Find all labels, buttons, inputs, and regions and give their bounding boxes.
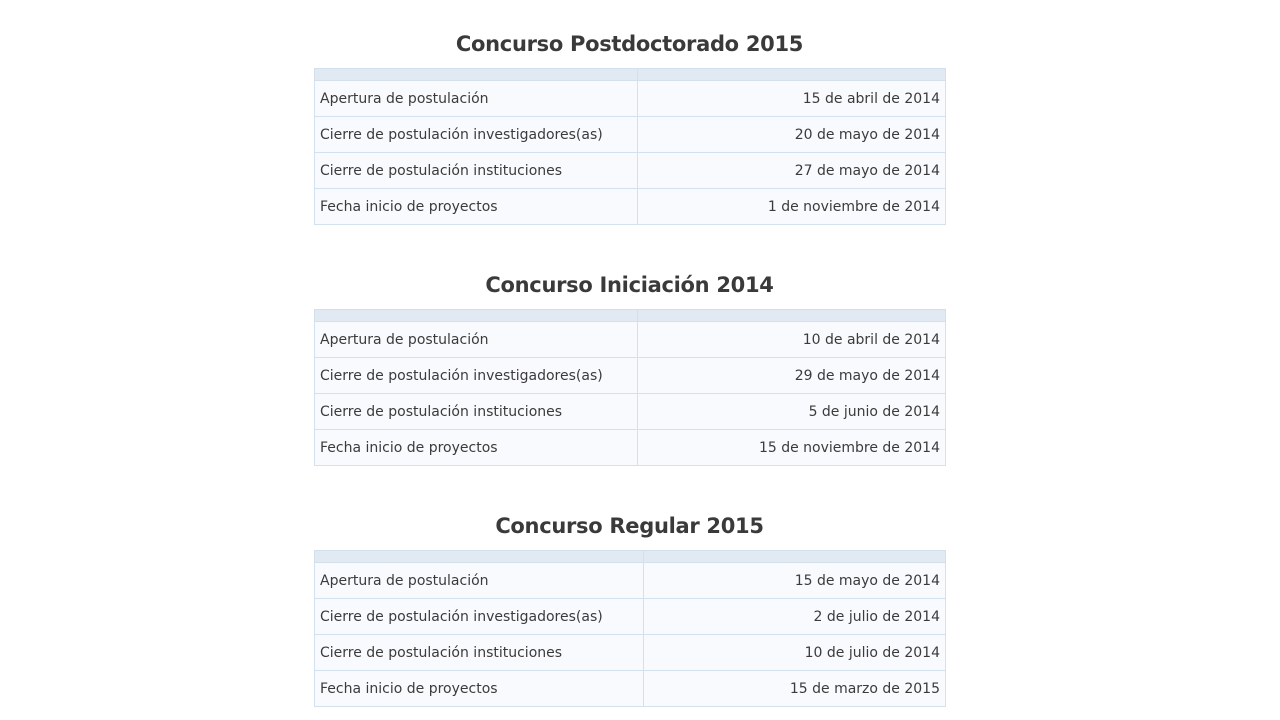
section-postdoctorado	[314, 29, 945, 215]
section-title: Concurso Iniciación 2014	[485, 273, 774, 297]
schedule-table	[314, 68, 946, 225]
section-title: Concurso Regular 2015	[495, 514, 764, 538]
table-header-cell	[315, 69, 638, 81]
row-date: 5 de junio de 2014	[638, 394, 946, 430]
table-header-cell	[315, 551, 644, 563]
table-header-cell	[315, 310, 638, 322]
row-date: 10 de julio de 2014	[644, 635, 946, 671]
row-date: 20 de mayo de 2014	[638, 117, 946, 153]
row-date: 1 de noviembre de 2014	[638, 189, 946, 225]
table-header-cell	[638, 69, 946, 81]
table-row	[315, 81, 946, 117]
table-row	[315, 358, 946, 394]
table-row	[315, 430, 946, 466]
table-row	[315, 394, 946, 430]
table-row	[315, 153, 946, 189]
table-row	[315, 117, 946, 153]
table-header-row	[315, 69, 946, 81]
table-header-row	[315, 310, 946, 322]
row-label: Fecha inicio de proyectos	[315, 189, 638, 225]
table-row	[315, 563, 946, 599]
row-date: 15 de noviembre de 2014	[638, 430, 946, 466]
row-date: 27 de mayo de 2014	[638, 153, 946, 189]
schedule-table	[314, 309, 946, 466]
row-label: Fecha inicio de proyectos	[315, 430, 638, 466]
row-label: Cierre de postulación instituciones	[315, 635, 644, 671]
row-label: Cierre de postulación investigadores(as)	[315, 599, 644, 635]
section-title: Concurso Postdoctorado 2015	[455, 32, 804, 56]
section-iniciacion	[314, 270, 945, 456]
row-date: 15 de marzo de 2015	[644, 671, 946, 707]
section-regular	[314, 511, 945, 697]
table-row	[315, 635, 946, 671]
schedule-table	[314, 550, 946, 707]
row-date: 15 de abril de 2014	[638, 81, 946, 117]
row-label: Apertura de postulación	[315, 322, 638, 358]
table-row	[315, 671, 946, 707]
row-label: Cierre de postulación investigadores(as)	[315, 358, 638, 394]
table-row	[315, 189, 946, 225]
table-header-cell	[644, 551, 946, 563]
row-date: 29 de mayo de 2014	[638, 358, 946, 394]
row-label: Cierre de postulación instituciones	[315, 153, 638, 189]
row-date: 10 de abril de 2014	[638, 322, 946, 358]
row-label: Cierre de postulación instituciones	[315, 394, 638, 430]
table-row	[315, 322, 946, 358]
table-header-row	[315, 551, 946, 563]
table-row	[315, 599, 946, 635]
row-label: Apertura de postulación	[315, 563, 644, 599]
row-label: Cierre de postulación investigadores(as)	[315, 117, 638, 153]
row-date: 2 de julio de 2014	[644, 599, 946, 635]
row-date: 15 de mayo de 2014	[644, 563, 946, 599]
table-header-cell	[638, 310, 946, 322]
row-label: Apertura de postulación	[315, 81, 638, 117]
row-label: Fecha inicio de proyectos	[315, 671, 644, 707]
